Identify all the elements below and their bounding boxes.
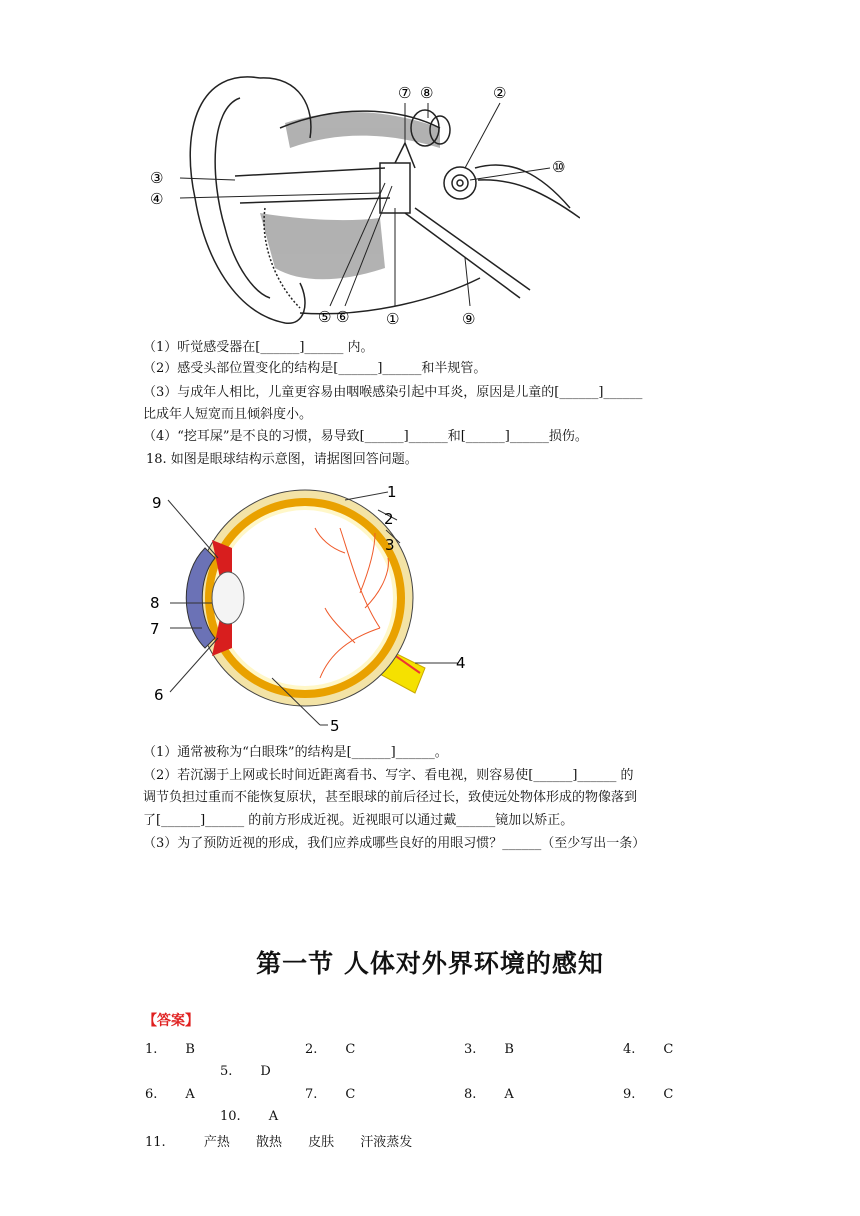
answer-item: 4. C [623,1042,674,1057]
eye-label-5: 5 [330,717,340,735]
eye-label-9: 9 [152,494,162,512]
eye-question-2-cont: 调节负担过重而不能恢复原状，甚至眼球的前后径过长，致使远处物体形成的物像落到 [143,790,638,805]
answer-item: 9. C [623,1087,674,1102]
ear-label-2: ② [493,84,507,102]
eye-label-8: 8 [150,594,160,612]
eye-label-7: 7 [150,620,160,638]
eyeball-structure-diagram [140,478,470,740]
eye-question-2: （2）若沉溺于上网或长时间近距离看书、写字、看电视，则容易使[______]______ 的 [143,768,634,783]
answer-item: 3. B [464,1042,514,1057]
ear-label-4: ④ [150,190,164,208]
ear-question-2: （2）感受头部位置变化的结构是[______]______和半规管。 [143,361,487,376]
eye-label-4: 4 [456,654,466,672]
answer-11 [145,1131,434,1150]
eye-question-3: （3）为了预防近视的形成，我们应养成哪些良好的用眼习惯？______（至少写出一条） [143,836,646,851]
answer-11-item: 皮肤 [308,1135,335,1150]
eye-label-2: 2 [384,510,394,528]
ear-label-5: ⑤ [318,308,332,326]
answer-item: 6. A [145,1087,195,1102]
eye-label-1: 1 [387,483,397,501]
answer-11-item: 汗液蒸发 [360,1135,413,1150]
answer-11-item: 产热 [203,1135,230,1150]
answer-item: 10. A [220,1109,279,1124]
ear-label-10: ⑩ [552,158,566,176]
eye-question-1: （1）通常被称为“白眼珠”的结构是[______]______。 [143,745,448,760]
ear-question-1: （1）听觉感受器在[______]______ 内。 [143,340,374,355]
ear-label-1: ① [386,310,400,328]
question-18-heading: 18. 如图是眼球结构示意图，请据图回答问题。 [146,452,418,467]
answer-item: 5. D [220,1064,271,1079]
answer-label: 【答案】 [143,1013,199,1029]
ear-question-3-cont: 比成年人短宽而且倾斜度小。 [143,407,313,422]
ear-label-9: ⑨ [462,310,476,328]
ear-structure-diagram [140,68,580,330]
section-title: 第一节 人体对外界环境的感知 [256,949,604,978]
eye-label-3: 3 [385,536,395,554]
answer-item: 8. A [464,1087,514,1102]
answer-11-num: 11. [145,1135,166,1150]
answer-item: 7. C [305,1087,356,1102]
ear-question-3: （3）与成年人相比，儿童更容易由咽喉感染引起中耳炎，原因是儿童的[______]______ [143,385,643,400]
ear-label-8: ⑧ [420,84,434,102]
answer-11-item: 散热 [255,1135,282,1150]
ear-label-6: ⑥ [336,308,350,326]
ear-label-7: ⑦ [398,84,412,102]
eye-label-6: 6 [154,686,164,704]
ear-label-3: ③ [150,169,164,187]
ear-question-4: （4）“挖耳屎”是不良的习惯，易导致[______]______和[______]______损伤。 [143,429,588,444]
eye-question-2-cont2: 了[______]______ 的前方形成近视。近视眼可以通过戴______镜加以矫正。 [143,813,574,828]
answer-item: 2. C [305,1042,356,1057]
answer-item: 1. B [145,1042,195,1057]
